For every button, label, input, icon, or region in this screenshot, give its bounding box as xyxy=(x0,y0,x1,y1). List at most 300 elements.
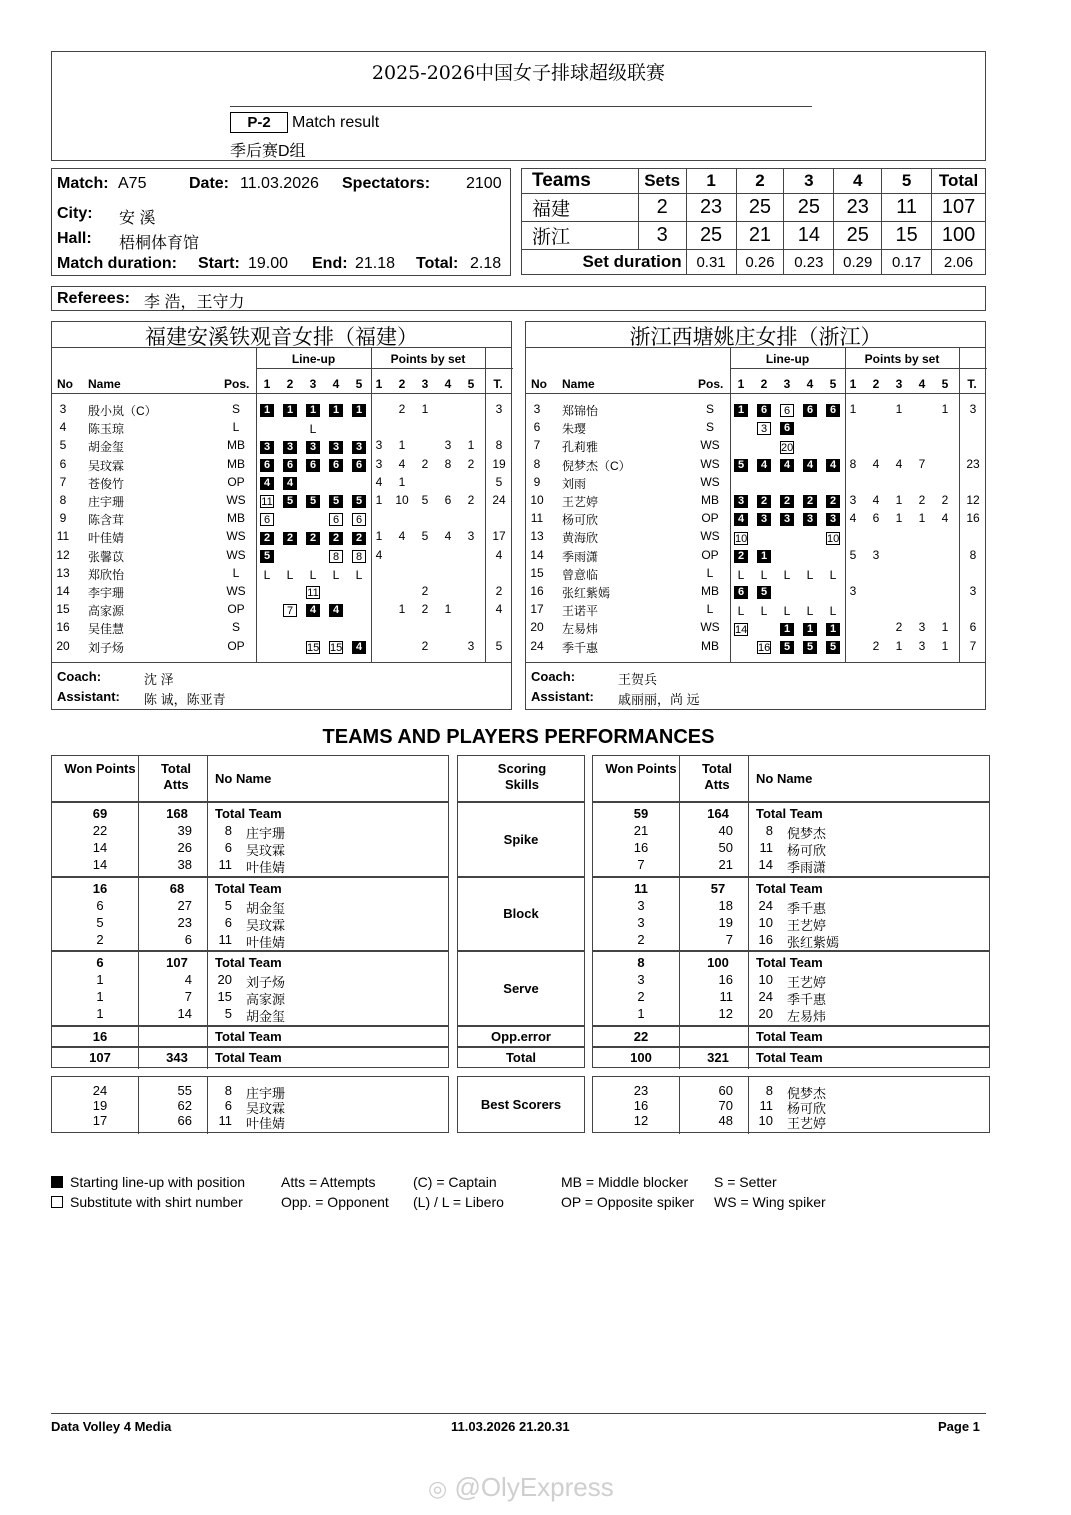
starting-position-box: 6 xyxy=(826,404,840,417)
libero-mark: L xyxy=(263,567,271,582)
libero-mark: L xyxy=(286,567,294,582)
starting-position-box: 4 xyxy=(734,513,748,526)
player-attempts: 11 xyxy=(719,989,733,1004)
player-position: WS xyxy=(700,529,720,544)
player-row xyxy=(52,400,513,418)
starting-position-box: 5 xyxy=(283,495,297,508)
coach-label: Coach: xyxy=(531,669,576,684)
no-name-header: No Name xyxy=(756,771,813,786)
player-name: 季雨潇 xyxy=(787,860,827,875)
player-number: 11 xyxy=(530,511,544,526)
player-name: 倪梦杰 xyxy=(787,826,827,841)
best-points: 17 xyxy=(92,1113,108,1128)
set-points: 4 xyxy=(375,547,383,562)
player-number: 10 xyxy=(758,915,773,930)
player-name: 吴佳慧 xyxy=(88,622,125,637)
player-won-points: 3 xyxy=(637,898,645,913)
player-number: 6 xyxy=(224,840,232,855)
player-name: 郑欣怡 xyxy=(88,567,125,582)
set-points: 2 xyxy=(398,402,406,416)
player-row xyxy=(52,546,513,564)
substitute-number-box: 20 xyxy=(781,441,794,454)
player-won-points: 7 xyxy=(637,857,645,872)
player-name: 王艺婷 xyxy=(787,975,827,990)
player-won-points: 1 xyxy=(637,1006,645,1021)
set-points: 1 xyxy=(895,402,903,416)
starting-position-box: 2 xyxy=(826,495,840,508)
starting-position-box: 3 xyxy=(780,513,794,526)
player-number: 15 xyxy=(56,602,70,617)
set-duration: 0.26 xyxy=(736,250,784,275)
report-code: P-2 xyxy=(230,112,288,133)
col-divider xyxy=(207,1048,208,1069)
best-points: 24 xyxy=(92,1083,108,1098)
player-name: 季千惠 xyxy=(787,901,827,916)
perf-header-left xyxy=(51,755,449,802)
sets-won: 2 xyxy=(638,194,686,222)
points-set-header: 4 xyxy=(444,377,452,391)
colhead-divider xyxy=(526,393,985,394)
starting-position-box: 4 xyxy=(329,604,343,617)
best-points: 23 xyxy=(633,1083,649,1098)
set-points: 10 xyxy=(395,493,409,507)
player-number: 10 xyxy=(758,972,773,987)
team-won-total: 16 xyxy=(92,881,108,896)
best-attempts: 66 xyxy=(177,1113,192,1128)
name-header: Name xyxy=(562,377,595,391)
player-total: 24 xyxy=(492,493,506,507)
player-number: 7 xyxy=(533,438,541,453)
player-total: 19 xyxy=(492,456,506,471)
lineup-set-header: 4 xyxy=(332,377,340,391)
player-name: 庄宇珊 xyxy=(88,495,125,509)
set-points: 1 xyxy=(895,638,903,653)
total-atts-header: Total Atts xyxy=(701,761,733,792)
legend-item xyxy=(413,1194,504,1210)
player-won-points: 1 xyxy=(96,1006,104,1021)
set-points: 1 xyxy=(444,602,452,617)
player-name: 刘雨 xyxy=(562,476,587,491)
set-score: 11 xyxy=(882,194,932,222)
legend-text: Atts = Attempts xyxy=(281,1174,376,1190)
player-won-points: 2 xyxy=(637,932,645,947)
coach-name: 沈 泽 xyxy=(144,672,174,687)
starting-position-box: 2 xyxy=(803,495,817,508)
player-name: 季千惠 xyxy=(787,992,827,1007)
set-points: 4 xyxy=(444,529,452,544)
player-position: WS xyxy=(700,456,720,471)
player-total: 6 xyxy=(969,620,977,635)
player-total: 7 xyxy=(969,638,977,653)
player-position: OP xyxy=(227,638,245,653)
lineup-set-header: 2 xyxy=(286,377,294,391)
player-won-points: 21 xyxy=(633,823,649,838)
starting-position-box: 1 xyxy=(329,404,343,417)
starting-position-box: 2 xyxy=(352,532,366,545)
player-number: 15 xyxy=(217,989,232,1004)
substitute-number-box: 8 xyxy=(352,550,366,563)
substitute-number-box: 11 xyxy=(307,587,319,600)
lineup-cell xyxy=(825,639,841,657)
player-number: 17 xyxy=(530,602,544,617)
set-points: 1 xyxy=(895,493,903,507)
starting-position-box: 6 xyxy=(283,459,297,472)
city-value: 安 溪 xyxy=(119,210,156,227)
col-divider xyxy=(207,952,208,1027)
starting-position-box: 1 xyxy=(780,623,794,636)
substitute-number-box: 3 xyxy=(757,422,771,435)
grand-total-points: 107 xyxy=(89,1050,111,1065)
player-number: 9 xyxy=(533,474,541,489)
performance-title: TEAMS AND PLAYERS PERFORMANCES xyxy=(322,726,715,748)
set-score: 25 xyxy=(834,222,882,250)
player-won-points: 22 xyxy=(92,823,108,838)
libero-mark: L xyxy=(806,604,814,619)
player-row xyxy=(526,618,987,636)
set4-header: 4 xyxy=(834,169,882,194)
set-points: 1 xyxy=(918,511,926,526)
player-position: MB xyxy=(227,438,245,453)
col-divider xyxy=(138,756,139,801)
player-name: 杨可欣 xyxy=(787,1101,827,1116)
player-name: 王艺婷 xyxy=(562,495,599,509)
total-label: Total xyxy=(505,1050,537,1065)
player-name: 庄宇珊 xyxy=(246,826,286,841)
player-name: 王诺平 xyxy=(562,604,599,619)
total-col-header: T. xyxy=(967,377,977,391)
footer-page: Page 1 xyxy=(938,1419,980,1434)
lineup-header: Line-up xyxy=(291,352,336,366)
lineup-header: Line-up xyxy=(765,352,810,366)
starting-position-box: 2 xyxy=(780,495,794,508)
header-box xyxy=(51,51,986,161)
subhead-divider xyxy=(256,368,513,369)
team-name: 福建 xyxy=(522,194,639,222)
roster-away xyxy=(525,321,986,710)
starting-position-box: 1 xyxy=(757,550,771,563)
player-row xyxy=(526,473,987,491)
player-position: L xyxy=(232,565,240,580)
player-total: 23 xyxy=(966,456,980,471)
end-time: 21.18 xyxy=(355,255,396,272)
player-total: 3 xyxy=(969,402,977,416)
player-position: WS xyxy=(226,584,246,598)
perf-section-right xyxy=(592,877,990,951)
total-team-label: Total Team xyxy=(215,881,282,896)
set-points: 4 xyxy=(398,456,406,471)
col-divider xyxy=(748,1027,749,1048)
no-name-header: No Name xyxy=(215,771,272,786)
best-scorers-right xyxy=(592,1076,990,1133)
set-points: 2 xyxy=(872,638,880,653)
legend-text: WS = Wing spiker xyxy=(714,1194,826,1210)
player-won-points: 2 xyxy=(637,989,645,1004)
legend-text: Substitute with shirt number xyxy=(70,1194,243,1210)
player-number: 5 xyxy=(224,1006,232,1021)
player-row xyxy=(52,455,513,473)
set-points: 4 xyxy=(398,529,406,544)
player-name: 左易炜 xyxy=(787,1009,827,1024)
substitute-number-box: 15 xyxy=(330,641,343,654)
player-won-points: 1 xyxy=(96,989,104,1004)
set-points: 6 xyxy=(444,493,452,507)
player-name: 吴玟霖 xyxy=(246,1101,286,1116)
set-points: 3 xyxy=(918,620,926,635)
player-position: OP xyxy=(227,602,245,617)
player-name: 殷小岚（C） xyxy=(88,404,157,418)
player-name: 庄宇珊 xyxy=(246,1086,286,1101)
player-attempts: 18 xyxy=(718,898,733,913)
set-points: 3 xyxy=(375,438,383,453)
player-name: 黄海欣 xyxy=(562,531,599,546)
points-header: Points by set xyxy=(864,352,940,366)
player-position: S xyxy=(705,402,714,416)
grand-total-points: 100 xyxy=(630,1050,652,1065)
skill-label: Block xyxy=(503,906,539,921)
points-set-header: 4 xyxy=(918,377,926,391)
set-duration-label: Set duration xyxy=(522,250,687,275)
player-position: OP xyxy=(701,547,719,562)
perf-section-left xyxy=(51,877,449,951)
set-points: 1 xyxy=(895,511,903,526)
set-points: 2 xyxy=(467,493,475,507)
player-number: 11 xyxy=(218,1113,232,1128)
player-number: 16 xyxy=(758,932,773,947)
legend-text: OP = Opposite spiker xyxy=(561,1194,695,1210)
lineup-cell xyxy=(779,639,795,657)
hall-label: Hall: xyxy=(57,230,92,247)
sets-header: Sets xyxy=(638,169,686,194)
libero-mark: L xyxy=(783,604,791,619)
total-team-label: Total Team xyxy=(756,1050,823,1065)
perf-section-right xyxy=(592,951,990,1026)
player-attempts: 4 xyxy=(184,972,192,987)
total-team-label: Total Team xyxy=(756,881,823,896)
player-position: WS xyxy=(700,474,720,489)
referees-names: 李 浩，王守力 xyxy=(144,294,245,311)
spectators-label: Spectators: xyxy=(342,175,431,192)
player-attempts: 7 xyxy=(725,932,733,947)
substitute-number-box: 6 xyxy=(780,404,794,417)
player-number: 20 xyxy=(217,972,232,987)
player-attempts: 39 xyxy=(177,823,192,838)
best-points: 19 xyxy=(92,1098,108,1113)
total-atts-header: Total Atts xyxy=(160,761,192,792)
player-number: 13 xyxy=(56,565,70,580)
substitute-number-box: 6 xyxy=(352,513,366,526)
legend-text: (L) / L = Libero xyxy=(413,1194,504,1210)
set-points: 1 xyxy=(941,638,949,653)
player-row xyxy=(52,600,513,618)
score-row-away xyxy=(522,222,986,250)
set-points: 5 xyxy=(421,529,429,544)
set-points: 4 xyxy=(872,456,880,471)
opp-error-label: Opp.error xyxy=(491,1029,551,1044)
report-type: Match result xyxy=(292,114,380,131)
col-divider xyxy=(679,756,680,801)
substitute-number-box: 10 xyxy=(827,532,840,545)
perf-section-skill xyxy=(457,877,585,951)
legend-item xyxy=(561,1194,694,1210)
roster-team-title: 浙江西塘姚庄女排（浙江） xyxy=(629,325,882,349)
player-name: 胡金玺 xyxy=(246,901,286,916)
set-score: 23 xyxy=(834,194,882,222)
player-position: L xyxy=(706,565,714,580)
legend-item xyxy=(561,1174,688,1190)
player-number: 6 xyxy=(59,456,67,471)
set-score: 15 xyxy=(882,222,932,250)
pos-header: Pos. xyxy=(698,377,724,391)
total-set-duration: 2.06 xyxy=(932,250,986,275)
player-total: 3 xyxy=(969,584,977,598)
set-score: 25 xyxy=(686,222,736,250)
player-attempts: 6 xyxy=(184,932,192,947)
starting-position-box: 5 xyxy=(352,495,366,508)
player-won-points: 6 xyxy=(96,898,104,913)
player-number: 16 xyxy=(56,620,70,635)
starting-position-box: 6 xyxy=(306,459,320,472)
starting-position-box: 3 xyxy=(283,441,297,454)
best-attempts: 60 xyxy=(718,1083,733,1098)
starting-lineup-swatch xyxy=(51,1176,63,1188)
player-total: 4 xyxy=(495,547,503,562)
player-position: OP xyxy=(227,474,245,489)
player-total: 16 xyxy=(966,511,980,526)
player-number: 16 xyxy=(530,584,544,598)
total-team-label: Total Team xyxy=(215,1029,282,1044)
set-points: 1 xyxy=(467,438,475,453)
player-name: 孔莉雅 xyxy=(562,440,599,455)
player-name: 吴玟霖 xyxy=(88,458,125,473)
set-score: 23 xyxy=(686,194,736,222)
assistant-names: 陈 诚，陈亚青 xyxy=(144,692,226,707)
legend-item xyxy=(51,1194,243,1210)
player-number: 3 xyxy=(533,402,541,416)
player-attempts: 16 xyxy=(718,972,733,987)
set-points: 4 xyxy=(375,474,383,489)
starting-position-box: 5 xyxy=(826,641,840,654)
player-row xyxy=(526,582,987,600)
starting-position-box: 6 xyxy=(352,459,366,472)
best-scorers-label: Best Scorers xyxy=(480,1097,562,1112)
best-points: 16 xyxy=(633,1098,649,1113)
legend-item xyxy=(714,1194,826,1210)
team-won-total: 8 xyxy=(637,955,645,970)
team-atts-total: 57 xyxy=(710,881,726,896)
starting-position-box: 1 xyxy=(803,623,817,636)
player-won-points: 5 xyxy=(96,915,104,930)
total-team-label: Total Team xyxy=(215,806,282,821)
lineup-set-header: 5 xyxy=(829,377,837,391)
lineup-cell xyxy=(351,639,367,657)
player-number: 13 xyxy=(530,529,544,544)
set-points: 3 xyxy=(849,584,857,598)
player-number: 5 xyxy=(59,438,67,453)
starting-position-box: 5 xyxy=(329,495,343,508)
player-number: 6 xyxy=(224,915,232,930)
legend-item xyxy=(281,1174,376,1190)
player-name: 叶佳婧 xyxy=(246,935,286,950)
footer-software: Data Volley 4 Media xyxy=(51,1419,172,1434)
set-points: 5 xyxy=(849,547,857,562)
starting-position-box: 2 xyxy=(329,532,343,545)
libero-mark: L xyxy=(806,567,814,582)
player-row xyxy=(52,509,513,527)
no-header: No xyxy=(57,377,73,391)
player-attempts: 50 xyxy=(718,840,733,855)
team-atts-total: 68 xyxy=(169,881,185,896)
starting-position-box: 1 xyxy=(306,404,320,417)
player-name: 叶佳婧 xyxy=(246,1116,286,1131)
lineup-set-header: 3 xyxy=(309,377,317,391)
perf-header-skills xyxy=(457,755,585,802)
set-points: 8 xyxy=(444,456,452,471)
starting-position-box: 5 xyxy=(780,641,794,654)
substitute-number-box: 6 xyxy=(260,513,274,526)
player-position: S xyxy=(231,620,240,635)
libero-mark: L xyxy=(309,422,317,437)
referees-label: Referees: xyxy=(57,290,130,307)
total-team-label: Total Team xyxy=(756,806,823,821)
lineup-set-header: 5 xyxy=(355,377,363,391)
opp-error-points: 16 xyxy=(92,1029,108,1044)
teams-header: Teams xyxy=(522,169,639,194)
player-name: 杨可欣 xyxy=(787,843,827,858)
starting-position-box: 4 xyxy=(826,459,840,472)
watermark xyxy=(428,1472,614,1503)
player-row xyxy=(52,473,513,491)
player-row xyxy=(52,582,513,600)
starting-position-box: 3 xyxy=(260,441,274,454)
set3-header: 3 xyxy=(784,169,834,194)
watermark-text: @OlyExpress xyxy=(454,1472,614,1502)
starting-position-box: 3 xyxy=(757,513,771,526)
sets-won: 3 xyxy=(638,222,686,250)
colhead-divider xyxy=(52,393,511,394)
player-name: 季雨潇 xyxy=(562,549,599,564)
set-points: 1 xyxy=(941,620,949,635)
player-row xyxy=(52,491,513,509)
starting-position-box: 2 xyxy=(734,550,748,563)
player-row xyxy=(52,618,513,636)
player-position: MB xyxy=(701,493,719,507)
libero-mark: L xyxy=(355,567,363,582)
player-name: 张馨苡 xyxy=(88,549,125,564)
lineup-set-header: 3 xyxy=(783,377,791,391)
set-points: 2 xyxy=(421,638,429,653)
player-number: 8 xyxy=(224,823,232,838)
libero-mark: L xyxy=(783,567,791,582)
perf-opp-right xyxy=(592,1026,990,1047)
player-position: S xyxy=(231,402,240,416)
starting-position-box: 4 xyxy=(352,641,366,654)
col-divider xyxy=(748,803,749,878)
player-number: 6 xyxy=(224,1098,232,1113)
player-attempts: 38 xyxy=(177,857,192,872)
score-row-home xyxy=(522,194,986,222)
set-points: 5 xyxy=(421,493,429,507)
substitute-number-box: 10 xyxy=(735,532,748,545)
starting-position-box: 6 xyxy=(780,422,794,435)
total-col-header: T. xyxy=(493,377,503,391)
phase-label: 季后赛D组 xyxy=(230,143,306,160)
starting-position-box: 6 xyxy=(803,404,817,417)
coach-label: Coach: xyxy=(57,669,102,684)
player-total: 4 xyxy=(495,602,503,617)
best-attempts: 70 xyxy=(718,1098,733,1113)
lineup-cell xyxy=(756,639,772,657)
name-header: Name xyxy=(88,377,121,391)
